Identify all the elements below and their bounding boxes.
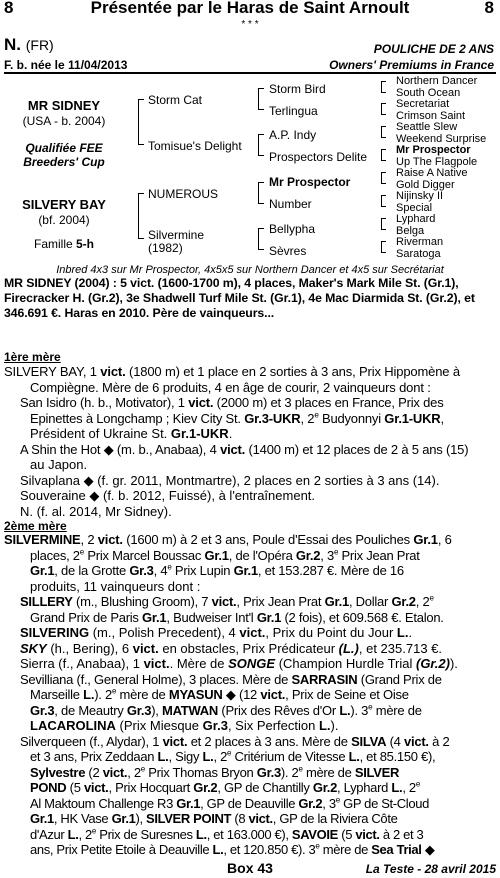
sire-summary: MR SIDNEY (2004) : 5 vict. (1600-1700 m), 4 places, Maker's Mark Mile St. (Gr.1), Firecracker H. (Gr.2), 3e Shadwell Turf Mile St. (Gr.1), 4e Mac Diarmida St. (Gr.2), et 346.691 €. Haras en 2010. Père de vainqueurs... bbox=[4, 276, 475, 320]
produce-sevilliana-4: LACAROLINA (Prix Miesque Gr.3, Six Perfection L.). bbox=[30, 718, 339, 733]
g2-sire-sire: Storm Cat bbox=[148, 93, 203, 107]
produce-silverqueen-3: Sylvestre (2 vict., 2e Prix Thomas Bryon Gr.3). 2e mère de SILVER bbox=[30, 764, 400, 780]
produce-shin-the-hot: A Shin the Hot ◆ (m. b., Anabaa), 4 vict. (1400 m) et 12 places de 2 à 5 ans (15) bbox=[20, 441, 469, 457]
produce-sevilliana: Sevilliana (f., General Holme), 3 places. Mère de SARRASIN (Grand Prix de bbox=[20, 671, 442, 687]
horse-name-line bbox=[4, 37, 54, 53]
produce-silverqueen-6: Gr.1, HK Vase Gr.1), SILVER POINT (8 vict., GP de la Riviera Côte bbox=[30, 811, 398, 826]
produce-silverqueen-2: et 3 ans, Prix Zeddaan L., Sigy L., 2e Critérium de Vitesse L., et 85.150 €), bbox=[30, 748, 436, 764]
produce-sillery-cont: Grand Prix de Paris Gr.1, Budweiser Int'l Gr.1 (2 fois), et 609.568 €. Etalon. bbox=[30, 609, 444, 625]
sire-detail: (USA - b. 2004) bbox=[22, 114, 106, 128]
produce-sky: SKY (h., Bering), 6 vict. en obstacles, Prix Prédicateur (L.), et 235.713 €. bbox=[20, 640, 442, 656]
bracket-g3-2 bbox=[258, 134, 264, 156]
g4-8: Up The Flagpole bbox=[396, 156, 478, 168]
g3-7: Bellypha bbox=[269, 222, 316, 236]
sire-note-2: Breeders' Cup bbox=[23, 155, 105, 169]
g3-6: Number bbox=[269, 197, 312, 211]
produce-san-isidro-cont2: Président of Ukraine St. Gr.1-UKR. bbox=[30, 426, 233, 441]
produce-silverqueen-4: POND (5 vict., Prix Hocquart Gr.2, GP de Chantilly Gr.2, Lyphard L., 2e bbox=[30, 779, 421, 795]
horse-country: (FR) bbox=[25, 37, 54, 53]
g4-10: Gold Digger bbox=[396, 179, 455, 191]
g4-15: Riverman bbox=[396, 236, 444, 248]
bracket-g4-4 bbox=[381, 149, 386, 161]
dam-name: SILVERY BAY bbox=[22, 197, 106, 212]
produce-silvering: SILVERING (m., Polish Precedent), 4 vict., Prix du Point du Jour L.. bbox=[20, 625, 413, 640]
dam-detail: (bf. 2004) bbox=[38, 213, 90, 227]
first-dam-heading-text: 1ère mère bbox=[4, 350, 61, 364]
g4-6: Weekend Surprise bbox=[396, 133, 487, 145]
bracket-sire bbox=[138, 99, 144, 145]
sire-name: MR SIDNEY bbox=[27, 98, 101, 113]
bracket-g4-1 bbox=[381, 81, 386, 93]
g3-3: A.P. Indy bbox=[269, 128, 317, 142]
granddam-record: SILVERMINE, 2 vict. (1600 m) à 2 et 3 ans, Poule d'Essai des Pouliches Gr.1, 6 bbox=[4, 532, 452, 547]
g4-1: Northern Dancer bbox=[396, 75, 478, 87]
g2-dam-dam: Silvermine bbox=[148, 228, 205, 242]
second-dam-heading-text: 2ème mère bbox=[4, 519, 67, 533]
g2-dam-sire: NUMEROUS bbox=[148, 187, 219, 201]
produce-sierra: Sierra (f., Anabaa), 1 vict.. Mère de SONGE (Champion Hurdle Trial (Gr.2)). bbox=[20, 656, 458, 671]
first-dam-heading bbox=[4, 349, 61, 365]
bracket-g3-1 bbox=[258, 88, 264, 110]
family-label: Famille bbox=[33, 237, 76, 251]
horse-birth: F. b. née le 11/04/2013 bbox=[4, 58, 128, 72]
g2-dam-dam-year: (1982) bbox=[148, 241, 183, 255]
granddam-record-2: places, 2e Prix Marcel Boussac Gr.1, de l'Opéra Gr.2, 3e Prix Jean Prat bbox=[30, 547, 420, 563]
g3-4: Prospectors Delite bbox=[269, 150, 368, 164]
g4-7: Mr Prospector bbox=[396, 144, 471, 156]
bracket-g4-8 bbox=[381, 241, 386, 253]
produce-shin-the-hot-cont: au Japon. bbox=[30, 457, 88, 472]
bracket-g3-3 bbox=[258, 182, 264, 204]
horse-name: N. bbox=[4, 35, 21, 54]
produce-san-isidro: San Isidro (h. b., Motivator), 1 vict. (2000 m) et 3 places en France, Prix des bbox=[20, 395, 444, 410]
lot-number-left: 8 bbox=[4, 0, 14, 17]
lot-number-right: 8 bbox=[484, 0, 494, 17]
dam-record-cont: Compiègne. Mère de 6 produits, 4 en âge de courir, 2 vainqueurs dont : bbox=[30, 379, 431, 395]
produce-sevilliana-2: Marseille L.). 2e mère de MYASUN ◆ (12 vict., Prix de Seine et Oise bbox=[30, 686, 409, 702]
bracket-g4-2 bbox=[381, 103, 386, 115]
produce-sillery: SILLERY (m., Blushing Groom), 7 vict., Prix Jean Prat Gr.1, Dollar Gr.2, 2e bbox=[20, 593, 434, 609]
granddam-record-3: Gr.1, de la Grotte Gr.3, 4e Prix Lupin Gr.1, et 153.287 €. Mère de 16 bbox=[30, 562, 404, 578]
granddam-record-4: produits, 11 vainqueurs dont : bbox=[30, 578, 201, 594]
produce-san-isidro-cont: Epinettes à Longchamp ; Kiev City St. Gr.3-UKR, 2e Budyonnyi Gr.1-UKR, bbox=[30, 410, 444, 426]
dam-record: SILVERY BAY, 1 vict. (1800 m) et 1 place en 2 sorties à 3 ans, Prix Hippomène à bbox=[4, 364, 460, 379]
stars: * * * bbox=[241, 19, 259, 30]
produce-silverqueen: Silverqueen (f., Alydar), 1 vict. et 2 places à 3 ans. Mère de SILVA (4 vict. à 2 bbox=[20, 733, 450, 749]
sire-note-1: Qualifiée FEE bbox=[25, 141, 103, 155]
g4-2: South Ocean bbox=[396, 87, 461, 99]
g2-sire-dam: Tomisue's Delight bbox=[148, 139, 242, 153]
produce-sevilliana-3: Gr.3, de Meautry Gr.3), MATWAN (Prix des Rêves d'Or L.). 3e mère de bbox=[30, 702, 422, 718]
bracket-g3-4 bbox=[258, 228, 264, 250]
footer-place-date: La Teste - 28 avril 2015 bbox=[365, 862, 496, 876]
horse-type: POULICHE DE 2 ANS bbox=[373, 42, 494, 56]
g3-1: Storm Bird bbox=[269, 82, 326, 96]
page-title: Présentée par le Haras de Saint Arnoult bbox=[90, 0, 410, 17]
g3-5: Mr Prospector bbox=[269, 175, 351, 189]
family-number: 5-h bbox=[76, 237, 94, 251]
produce-n: N. (f. al. 2014, Mr Sidney). bbox=[20, 503, 172, 519]
g3-8: Sèvres bbox=[269, 244, 307, 258]
g3-2: Terlingua bbox=[269, 104, 318, 118]
produce-silvaplana: Silvaplana ◆ (f. gr. 2011, Montmartre), 2 places en 2 sorties à 3 ans (14). bbox=[20, 472, 440, 488]
g4-9: Raise A Native bbox=[396, 167, 468, 179]
g4-12: Special bbox=[396, 202, 433, 214]
g4-4: Crimson Saint bbox=[396, 110, 466, 122]
bracket-g4-3 bbox=[381, 126, 386, 138]
bracket-g4-7 bbox=[381, 218, 386, 230]
bracket-g4-6 bbox=[381, 195, 386, 207]
owners-premiums: Owners' Premiums in France bbox=[329, 58, 494, 72]
produce-silverqueen-7: d'Azur L., 2e Prix de Suresnes L., et 163.000 €), SAVOIE (5 vict. à 2 et 3 bbox=[30, 826, 424, 842]
g4-14: Belga bbox=[396, 225, 425, 237]
inbreeding-note: Inbred 4x3 sur Mr Prospector, 4x5x5 sur Northern Dancer et 4x5 sur Secrétariat bbox=[56, 264, 444, 276]
produce-silverqueen-8: ans, Prix Petite Etoile à Deauville L., et 120.850 €). 3e mère de Sea Trial ◆ bbox=[30, 841, 435, 857]
produce-souveraine: Souveraine ◆ (f. b. 2012, Fuissé), à l'entraînement. bbox=[20, 488, 316, 503]
g4-3: Secretariat bbox=[396, 98, 450, 110]
g4-16: Saratoga bbox=[396, 248, 441, 260]
header-rule bbox=[4, 72, 496, 74]
family bbox=[4, 237, 124, 251]
footer-box: Box 43 bbox=[227, 860, 273, 876]
g4-11: Nijinsky II bbox=[396, 190, 444, 202]
produce-silverqueen-5: Al Maktoum Challenge R3 Gr.1, GP de Deauville Gr.2, 3e GP de St-Cloud bbox=[30, 795, 429, 811]
bracket-dam bbox=[138, 193, 144, 239]
g4-13: Lyphard bbox=[396, 213, 436, 225]
bracket-g4-5 bbox=[381, 172, 386, 184]
g4-5: Seattle Slew bbox=[396, 121, 458, 133]
